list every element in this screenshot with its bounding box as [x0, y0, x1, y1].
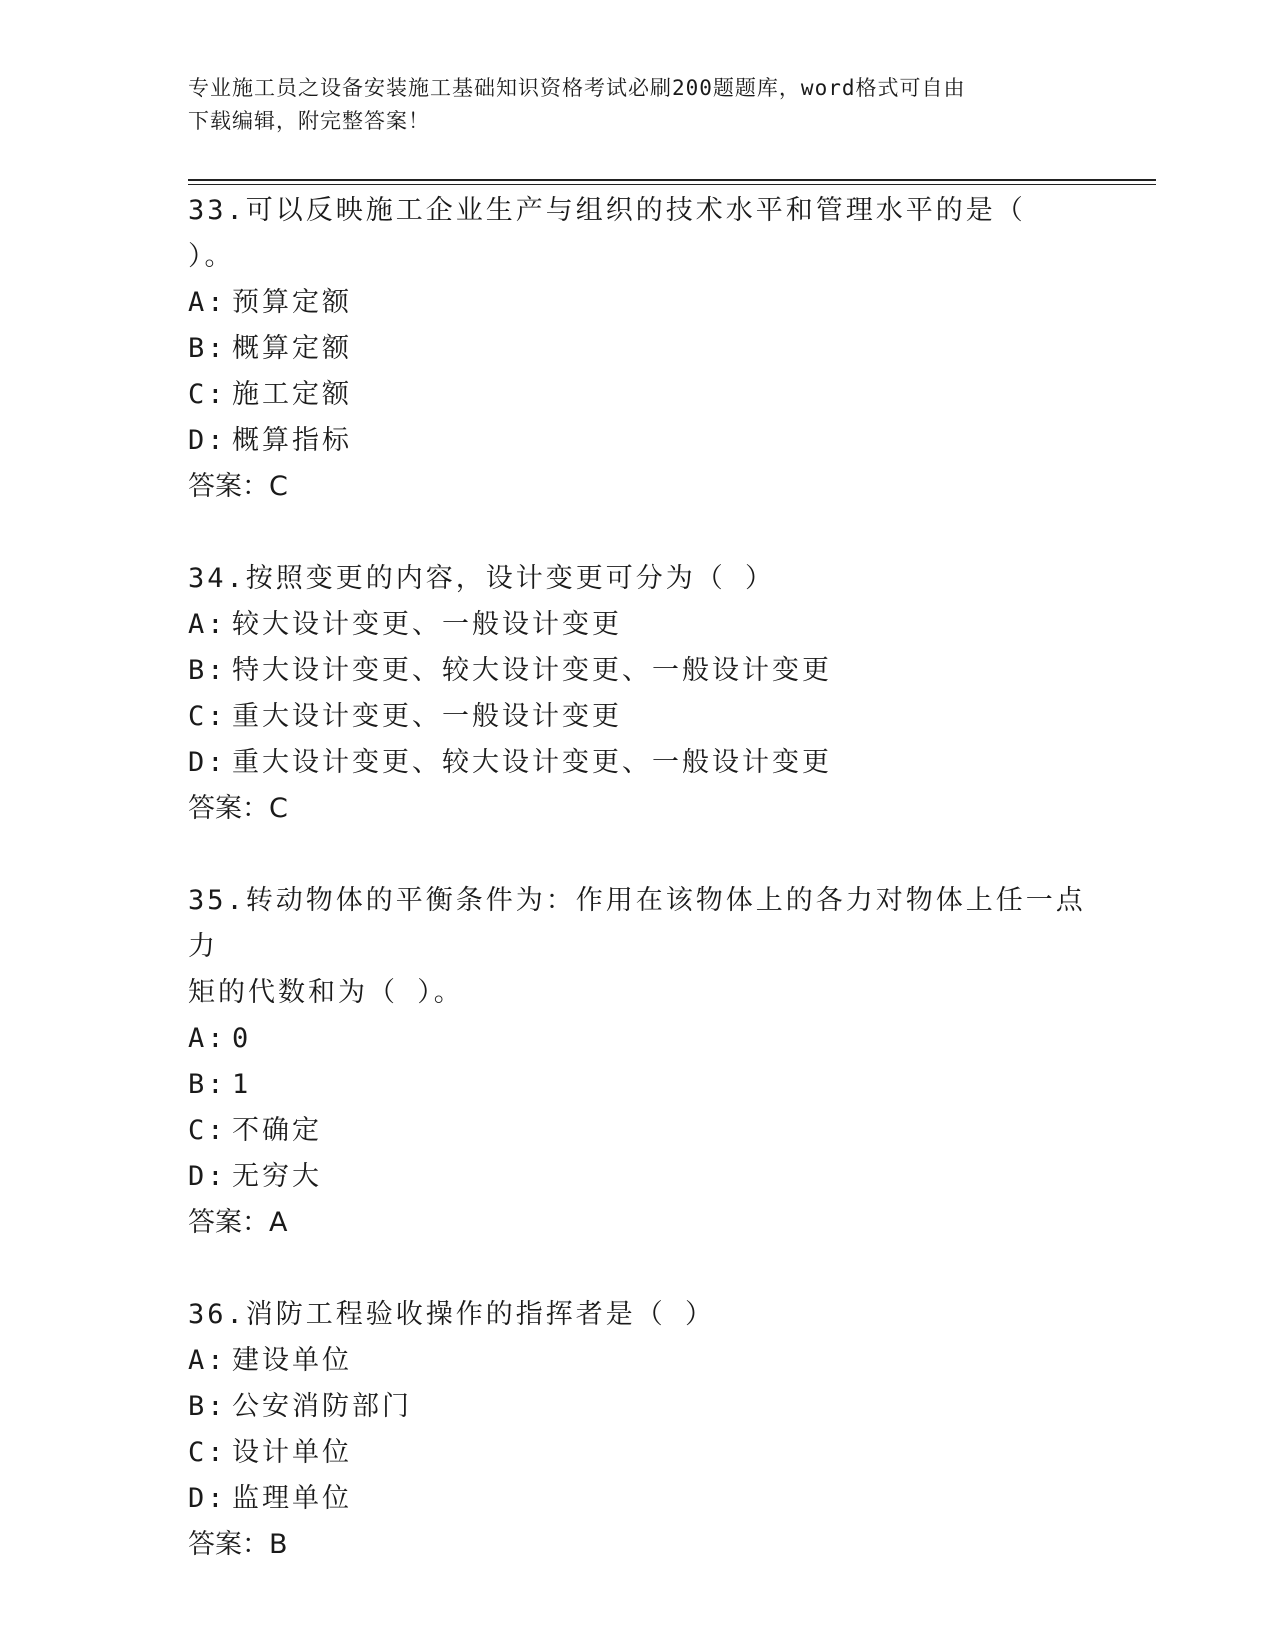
question-35: [188, 878, 1088, 1246]
option-text: 公安消防部门: [232, 1391, 412, 1422]
option-a: [188, 1338, 1088, 1384]
option-letter: D:: [188, 747, 227, 778]
option-a: [188, 280, 1088, 326]
header-line-1: 专业施工员之设备安装施工基础知识资格考试必刷200题题库，word格式可自由: [188, 76, 966, 100]
option-b: [188, 648, 1088, 694]
option-text: 0: [232, 1023, 252, 1054]
option-d: [188, 740, 1088, 786]
option-text: 预算定额: [232, 287, 352, 318]
question-33: [188, 188, 1088, 510]
option-text: 特大设计变更、较大设计变更、一般设计变更: [232, 655, 832, 686]
option-text: 设计单位: [232, 1437, 352, 1468]
option-text: 建设单位: [232, 1345, 352, 1376]
option-letter: A:: [188, 609, 227, 640]
option-text: 较大设计变更、一般设计变更: [232, 609, 622, 640]
option-text: 概算定额: [232, 333, 352, 364]
question-list: [188, 188, 1088, 1614]
option-letter: C:: [188, 379, 227, 410]
option-letter: C:: [188, 1437, 227, 1468]
option-letter: D:: [188, 1161, 227, 1192]
question-text-line-1: 35.转动物体的平衡条件为：作用在该物体上的各力对物体上任一点力: [188, 885, 1086, 962]
option-d: [188, 1476, 1088, 1522]
option-text: 无穷大: [232, 1161, 322, 1192]
option-letter: D:: [188, 1483, 227, 1514]
option-d: [188, 1154, 1088, 1200]
answer: 答案：B: [188, 1529, 288, 1560]
option-text: 施工定额: [232, 379, 352, 410]
option-letter: C:: [188, 701, 227, 732]
option-letter: A:: [188, 1345, 227, 1376]
option-letter: B:: [188, 1069, 227, 1100]
question-text-line-2: 矩的代数和为（ ）。: [188, 977, 464, 1008]
document-header: [188, 72, 1088, 138]
option-c: [188, 372, 1088, 418]
option-letter: A:: [188, 287, 227, 318]
option-letter: D:: [188, 425, 227, 456]
option-letter: C:: [188, 1115, 227, 1146]
option-text: 不确定: [232, 1115, 322, 1146]
header-line-2: 下载编辑，附完整答案！: [188, 109, 430, 133]
question-text: 34.按照变更的内容，设计变更可分为（ ）: [188, 563, 776, 594]
option-b: [188, 1062, 1088, 1108]
answer: 答案：C: [188, 471, 288, 502]
option-a: [188, 1016, 1088, 1062]
header-rule-thick: [188, 179, 1156, 181]
question-text: 33.可以反映施工企业生产与组织的技术水平和管理水平的是（ ）。: [188, 195, 1026, 272]
header-rule-thin: [188, 184, 1156, 185]
option-text: 概算指标: [232, 425, 352, 456]
question-34: [188, 556, 1088, 832]
option-letter: A:: [188, 1023, 227, 1054]
option-letter: B:: [188, 333, 227, 364]
option-text: 重大设计变更、较大设计变更、一般设计变更: [232, 747, 832, 778]
question-36: [188, 1292, 1088, 1568]
answer: 答案：A: [188, 1207, 288, 1238]
question-text: 36.消防工程验收操作的指挥者是（ ）: [188, 1299, 716, 1330]
option-letter: B:: [188, 1391, 227, 1422]
option-d: [188, 418, 1088, 464]
option-text: 重大设计变更、一般设计变更: [232, 701, 622, 732]
option-text: 监理单位: [232, 1483, 352, 1514]
option-text: 1: [232, 1069, 252, 1100]
answer: 答案：C: [188, 793, 288, 824]
option-b: [188, 326, 1088, 372]
option-letter: B:: [188, 655, 227, 686]
option-c: [188, 694, 1088, 740]
option-b: [188, 1384, 1088, 1430]
option-a: [188, 602, 1088, 648]
option-c: [188, 1108, 1088, 1154]
option-c: [188, 1430, 1088, 1476]
